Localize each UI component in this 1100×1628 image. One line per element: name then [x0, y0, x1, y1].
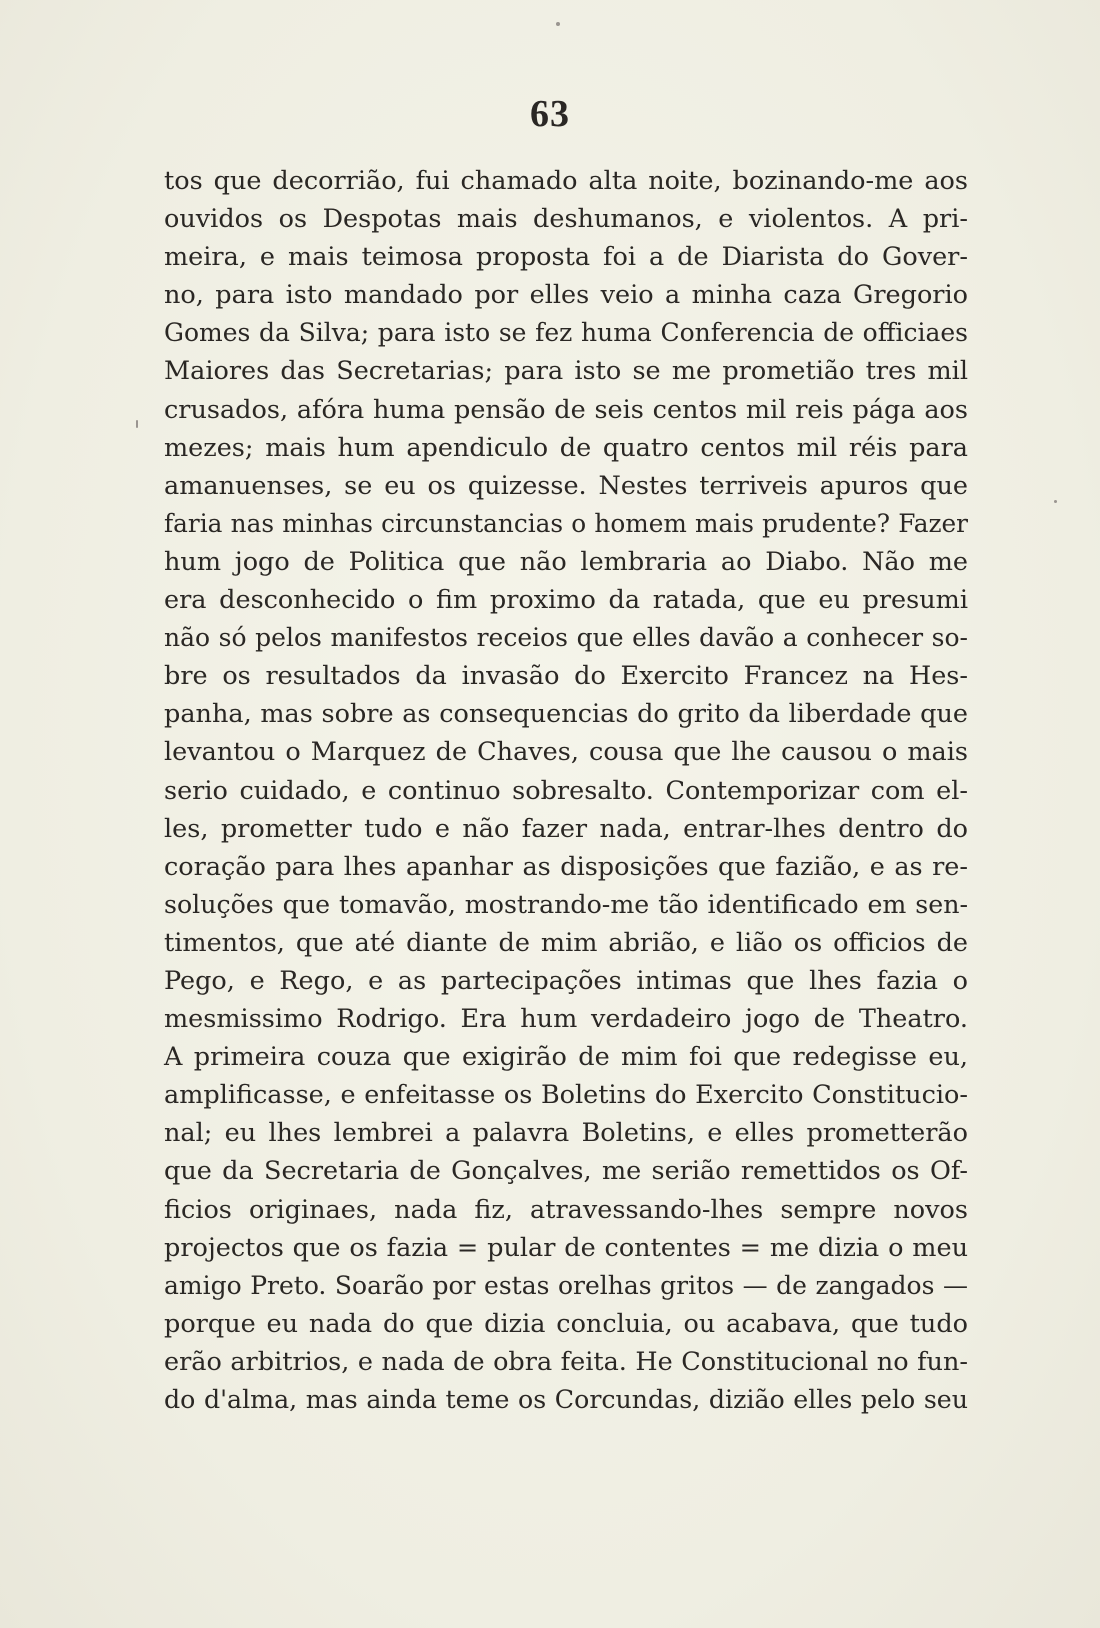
text-line: coração para lhes apanhar as disposições que fazião, e as re- — [164, 851, 968, 882]
text-line: mesmissimo Rodrigo. Era hum verdadeiro jogo de Theatro. — [164, 1004, 968, 1035]
text-line: Maiores das Secretarias; para isto se me prometião tres mil — [164, 356, 968, 387]
text-line: nal; eu lhes lembrei a palavra Boletins, e elles prometterão — [164, 1118, 968, 1149]
text-line: amanuenses, se eu os quizesse. Nestes terriveis apuros que — [164, 470, 968, 501]
text-line: les, prometter tudo e não fazer nada, entrar-lhes dentro do — [164, 813, 968, 844]
text-line: amplificasse, e enfeitasse os Boletins do Exercito Constitucio- — [164, 1080, 968, 1111]
body-text — [164, 162, 968, 1419]
text-line: bre os resultados da invasão do Exercito Francez na Hes- — [164, 661, 968, 692]
text-line: ficios originaes, nada fiz, atravessando-lhes sempre novos — [164, 1194, 968, 1225]
text-line: do d'alma, mas ainda teme os Corcundas, dizião elles pelo seu — [164, 1385, 968, 1414]
text-line: tos que decorrião, fui chamado alta noite, bozinando-me aos — [164, 166, 968, 196]
text-line: porque eu nada do que dizia concluia, ou acabava, que tudo — [164, 1308, 968, 1339]
paper-speck — [1054, 500, 1057, 503]
text-line: que da Secretaria de Gonçalves, me serião remettidos os Of- — [164, 1156, 968, 1187]
text-line: Pego, e Rego, e as partecipações intimas que lhes fazia o — [164, 965, 968, 996]
paper-speck — [556, 22, 560, 26]
text-line: era desconhecido o fim proximo da ratada, que eu presumi — [164, 585, 968, 616]
text-line: hum jogo de Politica que não lembraria ao Diabo. Não me — [164, 546, 968, 577]
text-line: ouvidos os Despotas mais deshumanos, e violentos. A pri- — [164, 204, 968, 235]
text-line: crusados, afóra huma pensão de seis centos mil reis pága aos — [164, 394, 968, 425]
text-line: A primeira couza que exigirão de mim foi que redegisse eu, — [164, 1042, 968, 1073]
text-line: soluções que tomavão, mostrando-me tão identificado em sen- — [164, 889, 968, 919]
text-line: panha, mas sobre as consequencias do grito da liberdade que — [164, 699, 968, 730]
text-line: timentos, que até diante de mim abrião, e lião os officios de — [164, 927, 968, 958]
text-line: meira, e mais teimosa proposta foi a de Diarista do Gover- — [164, 242, 968, 273]
text-line: projectos que os fazia = pular de contentes = me dizia o meu — [164, 1232, 968, 1263]
page-number: 63 — [530, 93, 570, 135]
text-line: erão arbitrios, e nada de obra feita. He Constitucional no fun- — [164, 1346, 968, 1377]
text-line: serio cuidado, e continuo sobresalto. Contemporizar com el- — [164, 775, 968, 806]
text-line: Gomes da Silva; para isto se fez huma Conferencia de officiaes — [164, 318, 968, 348]
text-line: faria nas minhas circunstancias o homem mais prudente? Fazer — [164, 508, 968, 538]
paper-speck — [136, 420, 138, 428]
text-line: levantou o Marquez de Chaves, cousa que lhe causou o mais — [164, 737, 968, 768]
text-line: amigo Preto. Soarão por estas orelhas gritos — de zangados — — [164, 1270, 968, 1300]
text-line: no, para isto mandado por elles veio a minha caza Gregorio — [164, 280, 968, 311]
text-line: não só pelos manifestos receios que elles davão a conhecer so- — [164, 623, 968, 653]
text-line: mezes; mais hum apendiculo de quatro centos mil réis para — [164, 432, 968, 463]
